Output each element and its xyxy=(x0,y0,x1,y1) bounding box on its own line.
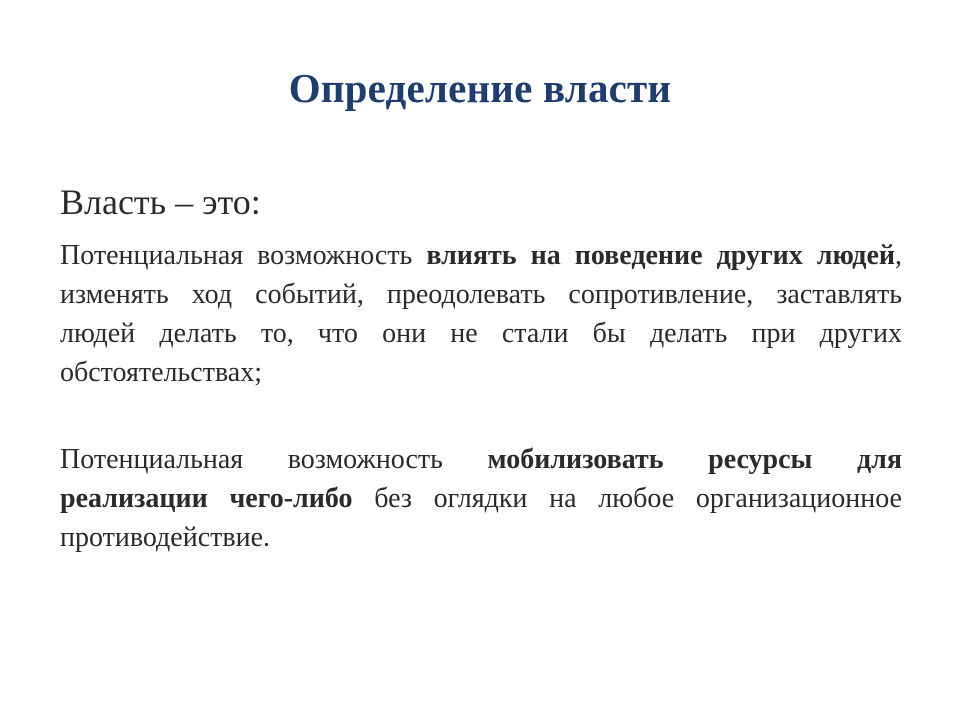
definition-paragraph-1 xyxy=(60,236,902,392)
definition-paragraph-2 xyxy=(60,440,902,557)
paragraph-1-bold-phrase: влиять на поведение других людей xyxy=(426,240,895,271)
slide-title: Определение власти xyxy=(288,65,672,111)
paragraph-1-text-before: Потенциальная возможность xyxy=(60,240,427,271)
paragraph-2-text-after: без оглядки на любое организационное противодействие. xyxy=(60,483,902,553)
paragraph-1-text-after: , изменять ход событий, преодолевать сопротивление, заставлять людей делать то, что они не стали бы делать при других обстоятельствах; xyxy=(60,240,902,388)
paragraph-2-bold-phrase: мобилизовать ресурсы для реализации чего-либо xyxy=(60,444,902,514)
slide-subtitle: Власть – это: xyxy=(60,182,261,222)
paragraph-2-text-before: Потенциальная возможность xyxy=(60,444,488,475)
